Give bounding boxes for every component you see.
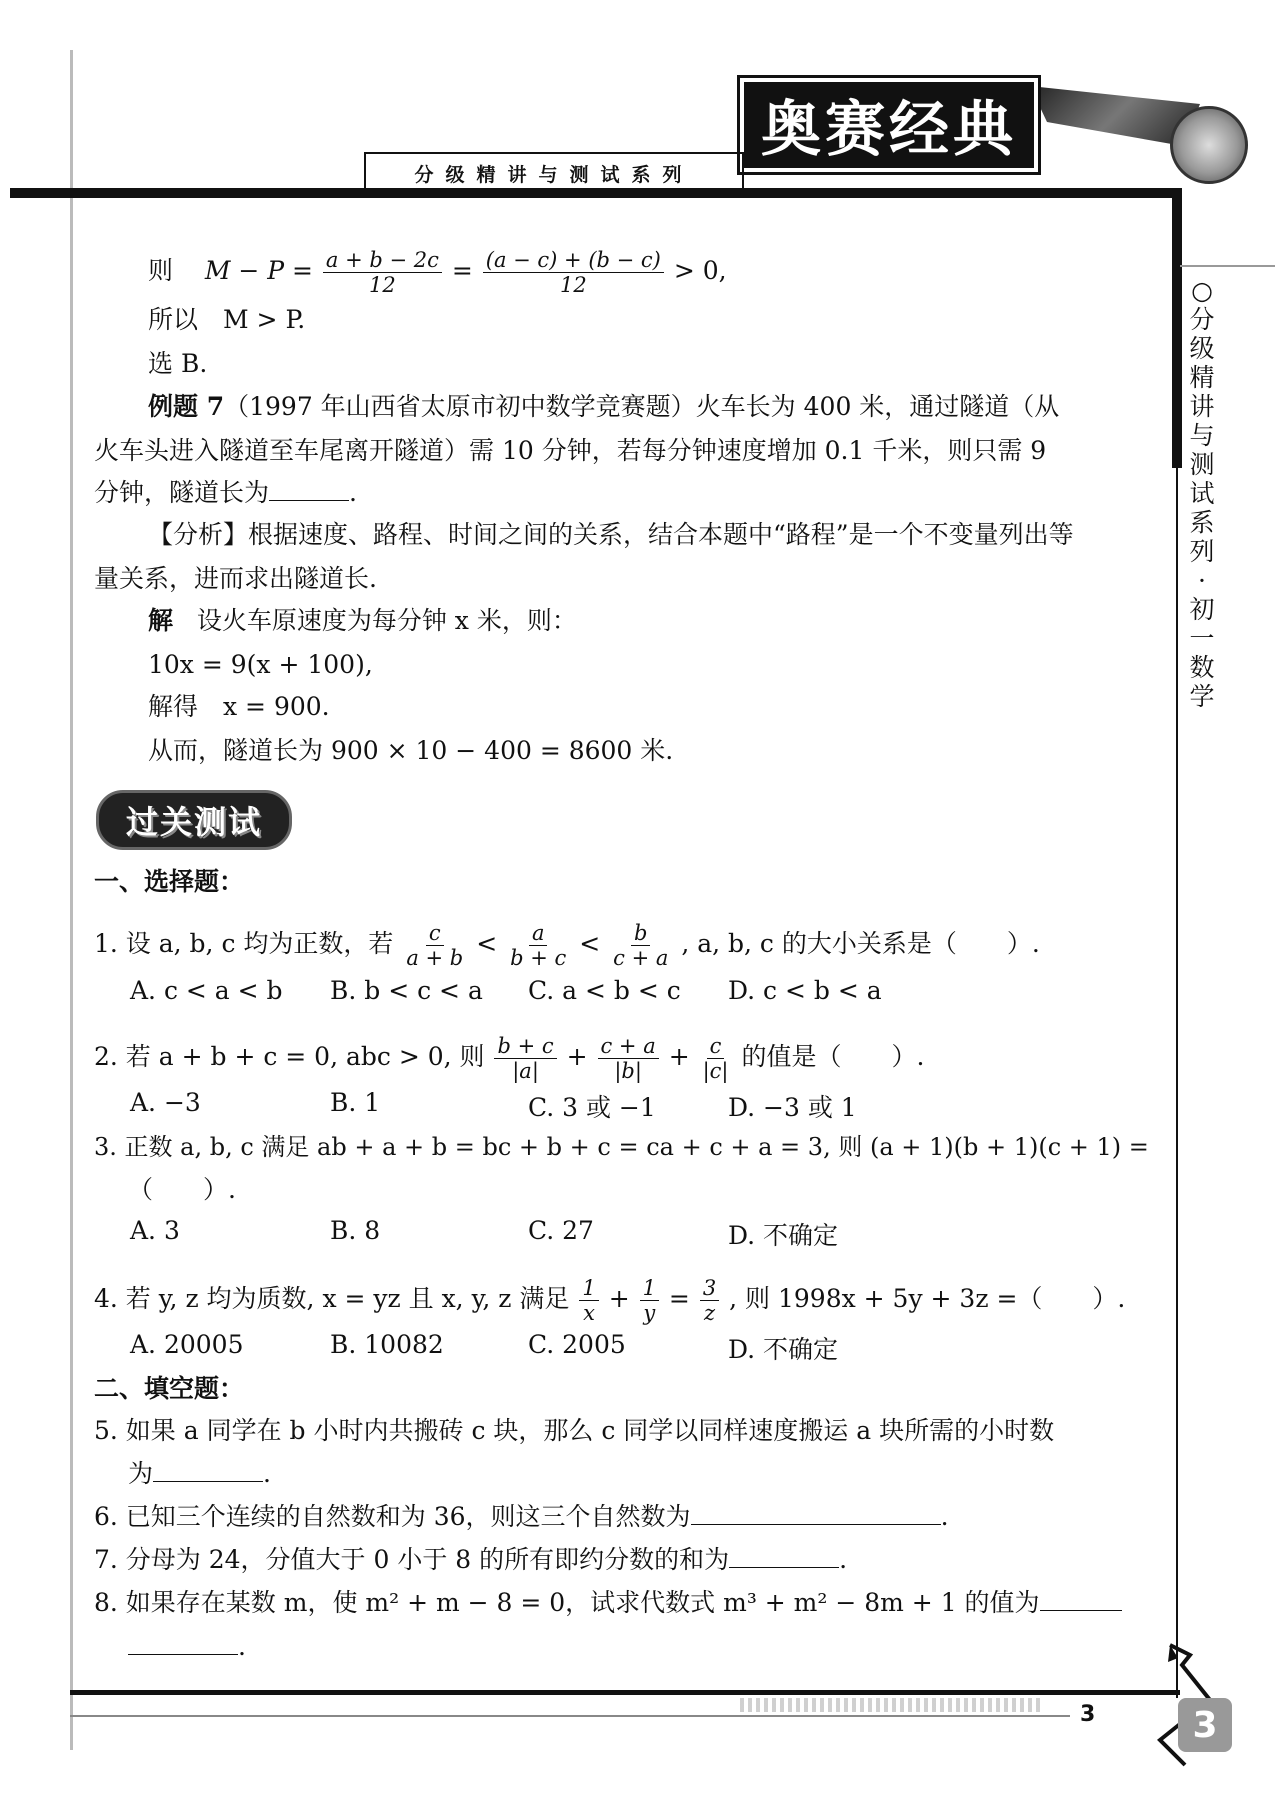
series-title: 奥赛经典 bbox=[740, 78, 1038, 172]
line-so: 所以 M > P. bbox=[148, 305, 306, 334]
right-thin-rule bbox=[1176, 468, 1178, 1698]
question-7: 7. 分母为 24，分值大于 0 小于 8 的所有即约分数的和为 . bbox=[94, 1545, 848, 1574]
answer-blank bbox=[153, 1481, 263, 1482]
question-1: 1. 设 a, b, c 均为正数，若 $\frac{c}{a + b}$ < $\frac{a}{b + c}$ < $\frac{b}{c + a}$ , a, b, c 的大小关系是（ ）. bbox=[94, 921, 1040, 970]
answer-blank bbox=[691, 1524, 941, 1525]
spine-title: ○ 分 级 精 讲 与 测 试 系 列 · 初 一 数 学 bbox=[1189, 276, 1215, 711]
q2-option-a: A. −3 bbox=[130, 1088, 201, 1117]
question-3-line2: （ ）. bbox=[128, 1175, 236, 1204]
footer-thin-rule bbox=[70, 1715, 1070, 1717]
example-7-line3: 分钟，隧道长为 . bbox=[94, 478, 357, 507]
q1-option-a: A. c < a < b bbox=[130, 976, 283, 1005]
line-choose: 选 B. bbox=[148, 349, 208, 378]
question-8-cont: . bbox=[128, 1630, 246, 1664]
page-number: 3 bbox=[1080, 1702, 1096, 1727]
question-5-line2: 为 . bbox=[128, 1459, 271, 1488]
left-margin-line bbox=[70, 50, 73, 1750]
solution-line1: 解 设火车原速度为每分钟 x 米，则： bbox=[148, 606, 577, 635]
q1-option-b: B. b < c < a bbox=[330, 976, 483, 1005]
line-m-minus-p: 则 M − P = $\frac{a + b - 2c}{12}$ = $\frac{(a - c) + (b - c)}{12}$ > 0, bbox=[148, 248, 727, 297]
question-6: 6. 已知三个连续的自然数和为 36，则这三个自然数为 . bbox=[94, 1502, 949, 1531]
answer-blank bbox=[269, 500, 349, 501]
q4-option-d: D. 不确定 bbox=[728, 1335, 839, 1364]
question-3-line1: 3. 正数 a, b, c 满足 ab + a + b = bc + b + c = ca + c + a = 3, 则 (a + 1)(b + 1)(c + 1) = bbox=[94, 1133, 1149, 1161]
q2-option-b: B. 1 bbox=[330, 1088, 381, 1117]
fraction: $\frac{(a - c) + (b - c)}{12}$ bbox=[483, 248, 664, 297]
q3-option-b: B. 8 bbox=[330, 1216, 381, 1245]
question-5-line1: 5. 如果 a 同学在 b 小时内共搬砖 c 块，那么 c 同学以同样速度搬运 a 块所需的小时数 bbox=[94, 1416, 1055, 1445]
question-2: 2. 若 a + b + c = 0, abc > 0, 则 $\frac{b + c}{|a|}$ + $\frac{c + a}{|b|}$ + $\frac{c}{|c|}$ 的值是（ ）. bbox=[94, 1034, 925, 1083]
right-thick-rule bbox=[1172, 188, 1182, 468]
q1-option-c: C. a < b < c bbox=[528, 976, 681, 1005]
example-7-line2: 火车头进入隧道至车尾离开隧道）需 10 分钟，若每分钟速度增加 0.1 千米，则只需 9 bbox=[94, 436, 1047, 465]
page-number-badge: 3 bbox=[1178, 1698, 1232, 1752]
spine-top-rule bbox=[1180, 265, 1275, 267]
q3-option-d: D. 不确定 bbox=[728, 1221, 839, 1250]
answer-blank bbox=[1040, 1610, 1122, 1611]
q3-option-a: A. 3 bbox=[130, 1216, 180, 1245]
answer-blank bbox=[128, 1654, 238, 1655]
example-7-line1: 例题 7（1997 年山西省太原市初中数学竞赛题）火车长为 400 米，通过隧道（从 bbox=[148, 392, 1060, 421]
question-4: 4. 若 y, z 均为质数, x = yz 且 x, y, z 满足 $\frac{1}{x}$ + $\frac{1}{y}$ = $\frac{3}{z}$ , 则 1998x + 5y + 3z =（ ）. bbox=[94, 1276, 1126, 1325]
question-8: 8. 如果存在某数 m，使 m² + m − 8 = 0，试求代数式 m³ + m² − 8m + 1 的值为 bbox=[94, 1586, 1122, 1620]
solution-line3: 解得 x = 900. bbox=[148, 692, 330, 721]
section-fill-in: 二、填空题： bbox=[94, 1374, 245, 1403]
solution-line4: 从而，隧道长为 900 × 10 − 400 = 8600 米. bbox=[148, 736, 674, 765]
fraction: $\frac{a + b - 2c}{12}$ bbox=[323, 248, 442, 297]
q1-option-d: D. c < b < a bbox=[728, 976, 882, 1005]
header-rule bbox=[10, 188, 1180, 198]
analysis-line1: 【分析】根据速度、路程、时间之间的关系，结合本题中“路程”是一个不变量列出等 bbox=[148, 520, 1074, 549]
medal-icon bbox=[1170, 106, 1248, 184]
q4-option-b: B. 10082 bbox=[330, 1330, 444, 1359]
analysis-line2: 量关系，进而求出隧道长. bbox=[94, 564, 377, 593]
q4-option-a: A. 20005 bbox=[130, 1330, 244, 1359]
test-section-tag: 过关测试 bbox=[96, 790, 292, 850]
section-multiple-choice: 一、选择题： bbox=[94, 867, 245, 896]
q3-option-c: C. 27 bbox=[528, 1216, 594, 1245]
footer-rule bbox=[70, 1690, 1180, 1695]
q2-option-c: C. 3 或 −1 bbox=[528, 1093, 656, 1122]
q4-option-c: C. 2005 bbox=[528, 1330, 626, 1359]
footer-texture bbox=[740, 1698, 1040, 1712]
answer-blank bbox=[729, 1567, 839, 1568]
q2-option-d: D. −3 或 1 bbox=[728, 1093, 857, 1122]
series-subtitle: 分级精讲与测试系列 bbox=[364, 152, 744, 192]
solution-line2: 10x = 9(x + 100), bbox=[148, 650, 373, 679]
